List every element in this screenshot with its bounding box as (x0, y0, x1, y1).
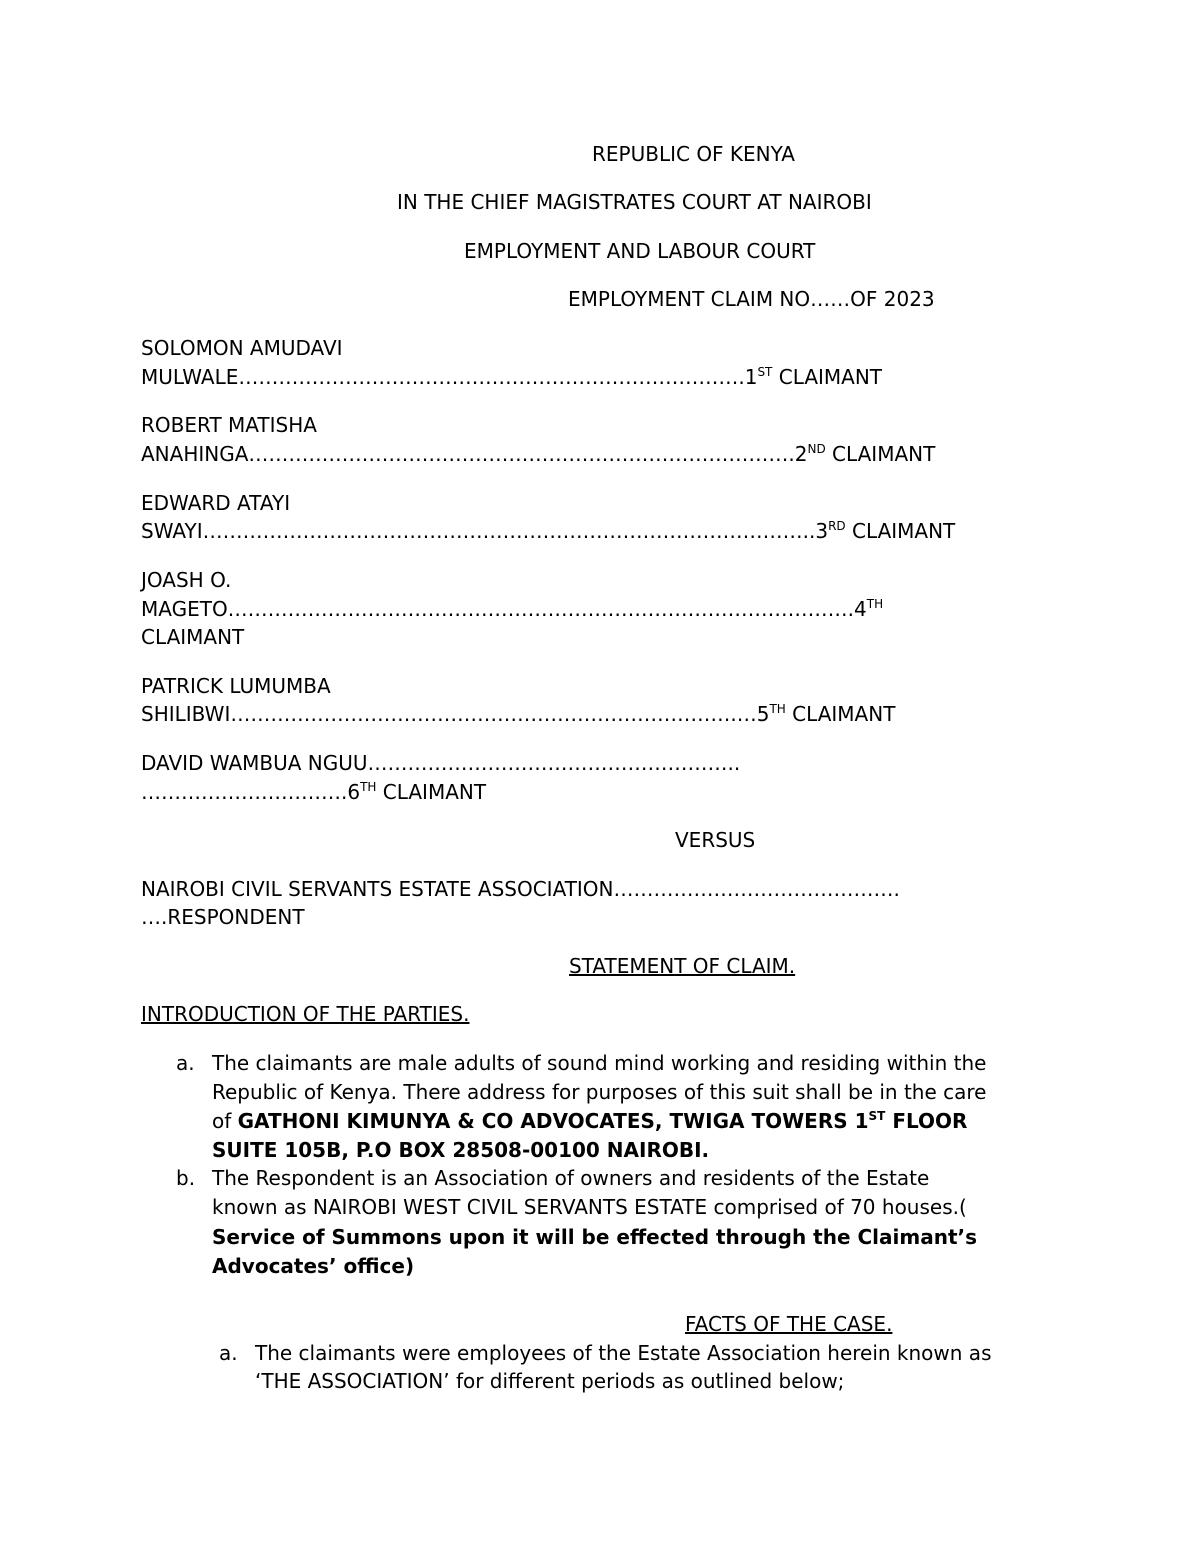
header-republic: REPUBLIC OF KENYA (592, 142, 795, 166)
claimant-1-name-line2: MULWALE………………………………………………………………….1ST CLAIMANT (141, 365, 883, 389)
intro-item-b-marker: b. (176, 1166, 196, 1190)
claimant-3-name-line1: EDWARD ATAYI (141, 491, 291, 515)
claimant-4-name-line1: JOASH O. (141, 568, 232, 592)
claimant-3-name-line2: SWAYI………………………………………………………………………………..3RD CLAIMANT (141, 519, 956, 543)
claimant-1-name-line1: SOLOMON AMUDAVI (141, 336, 343, 360)
facts-item-a-line2: ‘THE ASSOCIATION’ for different periods as outlined below; (255, 1369, 845, 1393)
intro-item-b-line1: The Respondent is an Association of owners and residents of the Estate (212, 1166, 930, 1190)
intro-item-a-line3: of GATHONI KIMUNYA & CO ADVOCATES, TWIGA TOWERS 1ST FLOOR (212, 1109, 968, 1133)
header-court: IN THE CHIEF MAGISTRATES COURT AT NAIROBI (397, 190, 872, 214)
header-claim-number: EMPLOYMENT CLAIM NO……OF 2023 (568, 287, 935, 311)
respondent-line1: NAIROBI CIVIL SERVANTS ESTATE ASSOCIATION……………………………………. (141, 877, 900, 901)
claimant-4-role: CLAIMANT (141, 625, 245, 649)
versus-label: VERSUS (675, 828, 756, 852)
facts-heading: FACTS OF THE CASE. (685, 1312, 893, 1336)
claimant-6-name-line2: ………………………….6TH CLAIMANT (141, 780, 487, 804)
statement-of-claim-heading: STATEMENT OF CLAIM. (569, 954, 796, 978)
claimant-6-name-line1: DAVID WAMBUA NGUU……………………………………………….. (141, 751, 741, 775)
intro-item-b-line2: known as NAIROBI WEST CIVIL SERVANTS ESTATE comprised of 70 houses.( (212, 1195, 967, 1219)
facts-item-a-marker: a. (219, 1341, 238, 1365)
intro-item-b-line4: Advocates’ office) (212, 1254, 415, 1278)
introduction-heading: INTRODUCTION OF THE PARTIES. (141, 1002, 470, 1026)
intro-item-b-line3: Service of Summons upon it will be effected through the Claimant’s (212, 1225, 977, 1249)
claimant-5-name-line2: SHILIBWI………………………………………………………………….…5TH CLAIMANT (141, 702, 896, 726)
claimant-5-name-line1: PATRICK LUMUMBA (141, 674, 331, 698)
intro-item-a-line2: Republic of Kenya. There address for purposes of this suit shall be in the care (212, 1080, 987, 1104)
intro-item-a-marker: a. (176, 1051, 195, 1075)
claimant-2-name-line1: ROBERT MATISHA (141, 413, 317, 437)
claimant-2-name-line2: ANAHINGA……………………………………………………………………….2ND CLAIMANT (141, 442, 936, 466)
facts-item-a-line1: The claimants were employees of the Estate Association herein known as (255, 1341, 992, 1365)
intro-item-a-line4: SUITE 105B, P.O BOX 28508-00100 NAIROBI. (212, 1138, 710, 1162)
respondent-line2: ….RESPONDENT (141, 905, 305, 929)
intro-item-a-line1: The claimants are male adults of sound mind working and residing within the (212, 1051, 987, 1075)
claimant-4-name-line2: MAGETO………………………………………………………………………………….4TH (141, 597, 884, 621)
header-division: EMPLOYMENT AND LABOUR COURT (464, 239, 816, 263)
